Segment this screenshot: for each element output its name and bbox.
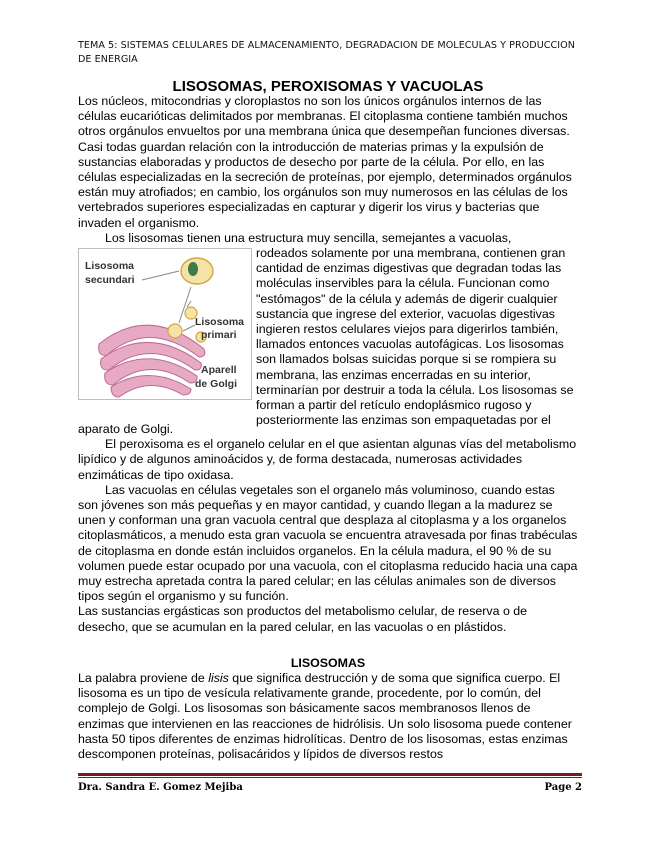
- section-text-start: La palabra proviene de: [78, 671, 209, 685]
- lisosomas-wrapped-text: rodeados solamente por una membrana, contienen gran cantidad de enzimas digestivas que degradan todas las moléculas inservibles para la célula. Funcionan como "estómagos" de la célula y además de digerir cualquier sustancia que ingrese del exterior, vacuolas digestivas ingieren restos celulares viejos para digerirlos también, llamados entonces vacuolas autofágicas. Los lisosomas son llamados bolsas suicidas porque si se rompiera su membrana, las enzimas encerradas en su interior, terminarían por destruir a toda la célula. Los lisosomas se forman a partir del retículo endoplásmico rugoso y posteriormente las enzimas son empaquetadas por el: [256, 246, 574, 428]
- label-primario-line2: primari: [201, 329, 237, 341]
- page-title: LISOSOMAS, PEROXISOMAS Y VACUOLAS: [172, 78, 484, 95]
- label-secundario-line2: secundari: [85, 274, 135, 286]
- after-figure-block: [78, 422, 578, 635]
- label-secundario-line1: Lisosoma: [85, 260, 135, 272]
- footer-rule-thin: [78, 777, 582, 778]
- italic-term: lisis: [208, 671, 229, 685]
- secondary-lysosome-icon: [181, 258, 213, 284]
- lisosomas-first-line: Los lisosomas tienen una estructura muy sencilla, semejantes a vacuolas,: [105, 231, 512, 245]
- leader-line: [183, 325, 195, 331]
- label-golgi-line2: de Golgi: [195, 378, 237, 390]
- section-heading-lisosomas: LISOSOMAS: [290, 656, 366, 670]
- running-header: TEMA 5: SISTEMAS CELULARES DE ALMACENAMIENTO, DEGRADACION DE MOLECULAS Y PRODUCCION DE ENERGIA: [78, 40, 575, 65]
- footer-rule-thick: [78, 773, 582, 776]
- footer-author: Dra. Sandra E. Gomez Mejiba: [78, 782, 243, 793]
- arrow-icon: [187, 301, 191, 307]
- lisosomas-paragraph-first-line: [78, 231, 578, 246]
- ergasticas-paragraph: Las sustancias ergásticas son productos del metabolismo celular, de reserva o de desecho, que se acumulan en la pared celular, en las vacuolas o en plástidos.: [78, 604, 528, 634]
- leader-line: [142, 271, 179, 280]
- lisosomas-tail: aparato de Golgi.: [78, 422, 174, 436]
- section-text-rest: que significa destrucción y de soma que significa cuerpo. El lisosoma es un tipo de vesícula relativamente grande, procedente, por lo común, del complejo de Golgi. Los lisosomas son básicamente sacos membranosos llenos de enzimas que intervienen en las reacciones de hidrólisis. Un solo lisosoma puede contener hasta 50 tipos diferentes de enzimas hidrolíticas. Dentro de los lisosomas, estas enzimas descomponen proteínas, polisacáridos y lípidos de diversos restos: [78, 671, 572, 762]
- label-golgi-line1: Aparell: [201, 364, 237, 376]
- lisosomas-section-paragraph: [78, 671, 578, 762]
- footer-page-number: Page 2: [544, 782, 582, 793]
- golgi-apparatus-icon: [99, 325, 205, 397]
- peroxisoma-paragraph: El peroxisoma es el organelo celular en el que asientan algunas vías del metabolismo lipídico y de algunos aminoácidos y, de forma destacada, numerosas actividades enzimáticas de tipo oxidasa.: [78, 437, 577, 482]
- label-primario-line1: Lisosoma: [195, 316, 245, 328]
- primary-lysosome-vesicle-icon: [168, 324, 182, 338]
- golgi-lysosome-figure: [78, 248, 252, 400]
- golgi-lysosome-illustration: [79, 249, 251, 399]
- vacuolas-paragraph: Las vacuolas en células vegetales son el organelo más voluminoso, cuando estas son jóvenes son más pequeñas y en mayor cantidad, y cuando llegan a la madurez se unen y conforman una gran vacuola central que desplaza al citoplasma y a los organelos citoplasmáticos, a menudo esta gran vacuola se encuentra atravesada por finas trabéculas de citoplasma en donde están incluidos organelos. En la célula madura, el 90 % de su volumen puede estar ocupado por una vacuola, con el citoplasma reducido hacia una capa muy estrecha apretada contra la pared celular; en las células animales son de diversos tipos según el organismo y su función.: [78, 482, 578, 604]
- intro-paragraph: Los núcleos, mitocondrias y cloroplastos no son los únicos orgánulos internos de las células eucarióticas delimitados por membranas. El citoplasma contiene también muchos otros orgánulos envueltos por una membrana única que desempeñan funciones diversas. Casi todas guardan relación con la introducción de materias primas y la expulsión de sustancias elaboradas y productos de desecho por parte de la célula. Por ello, en las células especializadas en la secreción de proteínas, por ejemplo, determinados orgánulos están muy atrofiados; en cambio, los orgánulos son muy numerosos en las células de los vertebrados superiores especializadas en capturar y digerir los virus y bacterias que invaden el organismo.: [78, 94, 572, 230]
